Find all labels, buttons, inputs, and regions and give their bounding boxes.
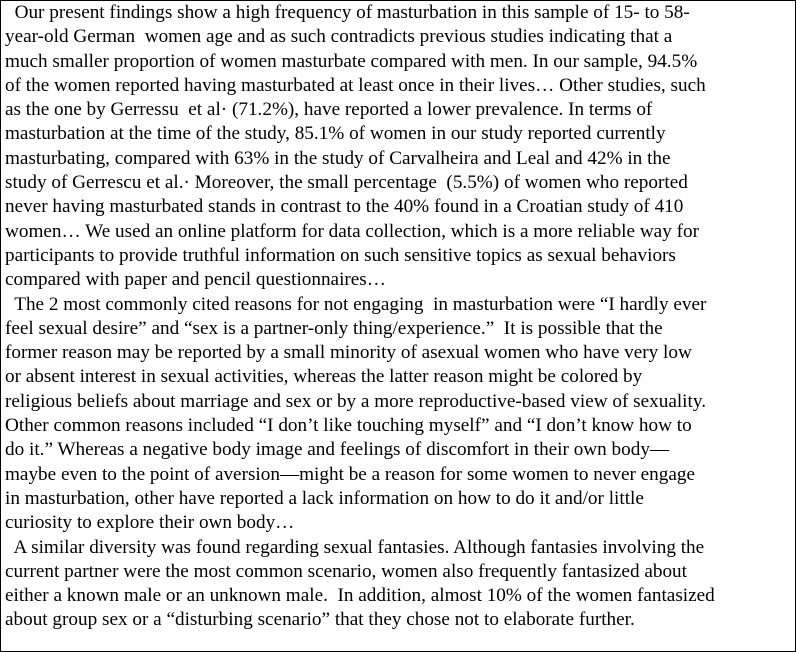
paragraph: [5, 293, 791, 536]
text-line: study of Gerrescu et al.· Moreover, the small percentage (5.5%) of women who reported: [5, 172, 688, 194]
text-line: religious beliefs about marriage and sex or by a more reproductive-based view of sexuality.: [5, 390, 706, 412]
text-line: A similar diversity was found regarding sexual fantasies. Although fantasies involving the: [5, 536, 705, 558]
text-line: or absent interest in sexual activities, whereas the latter reason might be colored by: [5, 366, 643, 388]
document-text: [5, 1, 791, 633]
paragraph: [5, 536, 791, 633]
text-line: curiosity to explore their own body…: [5, 512, 295, 534]
text-line: never having masturbated stands in contrast to the 40% found in a Croatian study of 410: [5, 196, 684, 218]
text-line: participants to provide truthful information on such sensitive topics as sexual behaviors: [5, 244, 676, 266]
text-line: masturbating, compared with 63% in the study of Carvalheira and Leal and 42% in the: [5, 147, 671, 169]
paragraph: [5, 1, 791, 293]
text-line: about group sex or a “disturbing scenario” that they chose not to elaborate further.: [5, 609, 635, 631]
text-line: current partner were the most common scenario, women also frequently fantasized about: [5, 560, 687, 582]
text-line: much smaller proportion of women masturbate compared with men. In our sample, 94.5%: [5, 50, 698, 72]
text-line: in masturbation, other have reported a lack information on how to do it and/or little: [5, 487, 644, 509]
text-line: do it.” Whereas a negative body image and feelings of discomfort in their own body—: [5, 439, 670, 461]
text-line: former reason may be reported by a small minority of asexual women who have very low: [5, 342, 692, 364]
text-line: maybe even to the point of aversion—might be a reason for some women to never engage: [5, 463, 696, 485]
text-line: Other common reasons included “I don’t like touching myself” and “I don’t know how to: [5, 415, 692, 437]
text-line: The 2 most commonly cited reasons for not engaging in masturbation were “I hardly ever: [5, 293, 707, 315]
text-line: as the one by Gerressu et al· (71.2%), have reported a lower prevalence. In terms of: [5, 99, 653, 121]
text-line: of the women reported having masturbated at least once in their lives… Other studies, such: [5, 74, 706, 96]
text-line: year-old German women age and as such contradicts previous studies indicating that a: [5, 26, 673, 48]
text-line: Our present findings show a high frequency of masturbation in this sample of 15- to 58-: [5, 2, 690, 23]
text-line: feel sexual desire” and “sex is a partner-only thing/experience.” It is possible that the: [5, 317, 663, 339]
text-line: compared with paper and pencil questionnaires…: [5, 269, 386, 291]
text-line: masturbation at the time of the study, 85.1% of women in our study reported currently: [5, 123, 666, 145]
text-line: women… We used an online platform for data collection, which is a more reliable way for: [5, 220, 699, 242]
text-line: either a known male or an unknown male. In addition, almost 10% of the women fantasized: [5, 585, 715, 607]
